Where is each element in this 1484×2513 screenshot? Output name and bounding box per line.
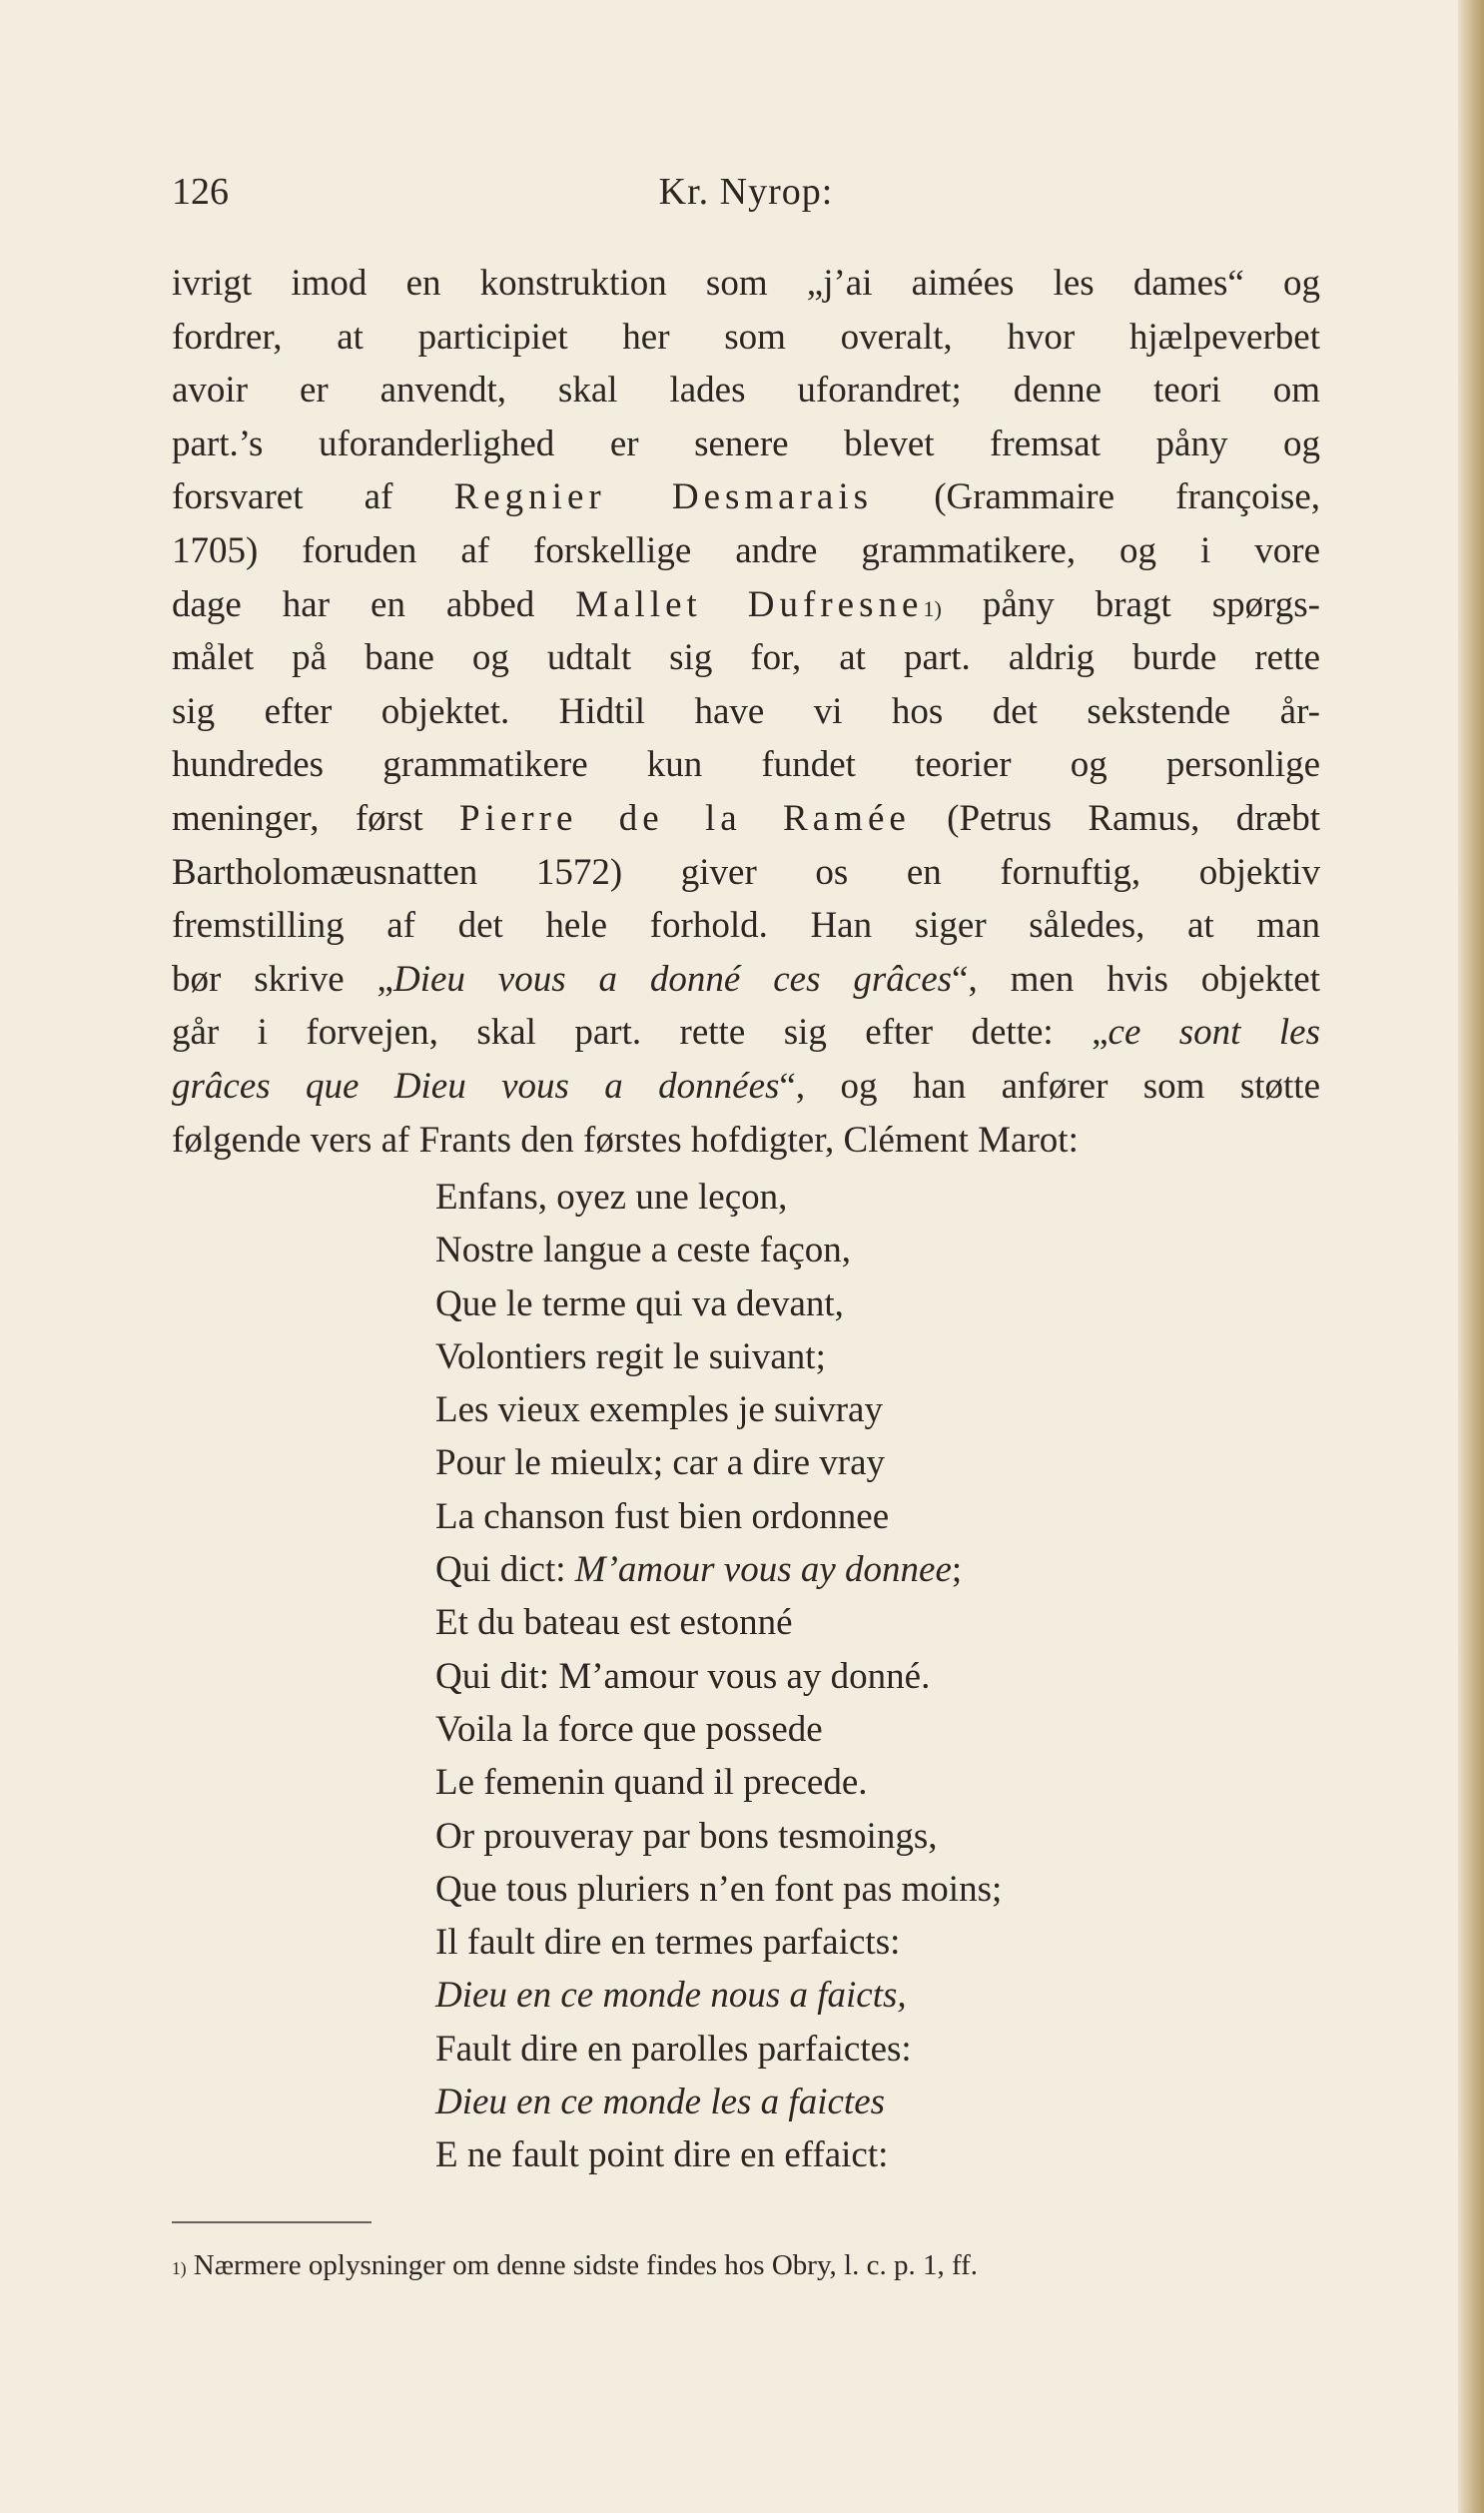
verse-line: Dieu en ce monde les a faictes: [435, 2082, 886, 2123]
text-run: (Grammaire françoise,: [873, 476, 1320, 518]
text-line: [172, 1006, 1320, 1060]
text-run: påny bragt spørgs-: [941, 583, 1320, 625]
author-name: Regnier Desmarais: [453, 476, 874, 518]
text-line: hundredes grammatikere kun fundet teorier og personlige: [172, 744, 1320, 786]
verse-line: Dieu en ce monde nous a faicts,: [435, 1975, 907, 2017]
verse-line: [435, 1543, 1314, 1596]
text-line: [172, 792, 1320, 846]
verse-line: Voila la force que possede: [435, 1708, 823, 1750]
text-run: “, og han anfører som støtte: [779, 1065, 1320, 1107]
footnote-ref: 1): [923, 595, 942, 621]
text-line: ivrigt imod en konstruktion som „j’ai aimées les dames“ og: [172, 263, 1320, 304]
verse-line: Que le terme qui va devant,: [435, 1282, 844, 1324]
verse-line: Volontiers regit le suivant;: [435, 1335, 826, 1377]
text-line: sig efter objektet. Hidtil have vi hos det sekstende år-: [172, 690, 1320, 732]
author-name: Pierre de la Ramée: [459, 797, 911, 839]
footnote: [172, 2249, 1320, 2282]
text-run: bør skrive „: [172, 958, 393, 1000]
text-run: ;: [951, 1549, 963, 1591]
text-line: [172, 953, 1320, 1007]
text-run: går i forvejen, skal part. rette sig efter dette: „: [172, 1012, 1109, 1054]
verse-line: Enfans, oyez une leçon,: [435, 1177, 788, 1218]
text-line: [172, 470, 1320, 524]
body-paragraph: [172, 257, 1320, 1167]
verse-line: Le femenin quand il precede.: [435, 1762, 868, 1804]
text-run: meninger, først: [172, 797, 460, 839]
text-line: Bartholomæusnatten 1572) giver os en fornuftig, objektiv: [172, 851, 1320, 893]
verse-line: Qui dit: M’amour vous ay donné.: [435, 1655, 931, 1697]
text-line: målet på bane og udtalt sig for, at part. aldrig burde rette: [172, 637, 1320, 679]
verse-line: La chanson fust bien ordonnee: [435, 1495, 890, 1537]
quoted-example: grâces que Dieu vous a données: [172, 1065, 780, 1107]
verse-line: Les vieux exemples je suivray: [435, 1389, 883, 1431]
text-run: dage har en abbed: [172, 583, 576, 625]
verse-line: E ne fault point dire en effaict:: [435, 2134, 889, 2176]
text-line: part.’s uforanderlighed er senere blevet fremsat påny og: [172, 422, 1320, 464]
verse-line: Nostre langue a ceste façon,: [435, 1230, 852, 1271]
page-edge-shadow: [1458, 0, 1484, 2513]
author-name: Mallet Dufresne: [575, 583, 924, 625]
page-number: 126: [172, 171, 229, 213]
page-header: [172, 170, 1320, 220]
footnote-text: Nærmere oplysninger om denne sidste findes hos Obry, l. c. p. 1, ff.: [186, 2249, 979, 2281]
text-run: forsvaret af: [172, 476, 454, 518]
footnote-marker: 1): [172, 2258, 187, 2278]
verse-line: Et du bateau est estonné: [435, 1602, 793, 1644]
verse-quotation: [435, 1171, 1314, 2182]
text-line: fordrer, at participiet her som overalt, hvor hjælpeverbet: [172, 316, 1320, 358]
quoted-example: Dieu vous a donné ces grâces: [392, 958, 953, 1000]
verse-line: Que tous pluriers n’en font pas moins;: [435, 1868, 1003, 1910]
running-head: Kr. Nyrop:: [658, 171, 834, 213]
verse-line: Il fault dire en termes parfaicts:: [435, 1922, 901, 1964]
text-line: fremstilling af det hele forhold. Han siger således, at man: [172, 905, 1320, 947]
text-run: Qui dict:: [435, 1549, 575, 1591]
text-line: 1705) foruden af forskellige andre grammatikere, og i vore: [172, 529, 1320, 571]
text-line: følgende vers af Frants den førstes hofdigter, Clément Marot:: [172, 1119, 1079, 1161]
quoted-example: ce sont les: [1108, 1012, 1320, 1054]
verse-line: Fault dire en parolles parfaictes:: [435, 2028, 912, 2070]
footnote-divider: [172, 2221, 371, 2223]
text-line: [172, 1060, 1320, 1114]
text-run: (Petrus Ramus, dræbt: [910, 797, 1320, 839]
quoted-example: M’amour vous ay donnee: [574, 1549, 952, 1591]
text-line: avoir er anvendt, skal lades uforandret; denne teori om: [172, 370, 1320, 412]
verse-line: Pour le mieulx; car a dire vray: [435, 1442, 885, 1484]
verse-line: Or prouveray par bons tesmoings,: [435, 1815, 938, 1857]
text-line: [172, 578, 1320, 632]
text-run: “, men hvis objektet: [952, 958, 1320, 1000]
